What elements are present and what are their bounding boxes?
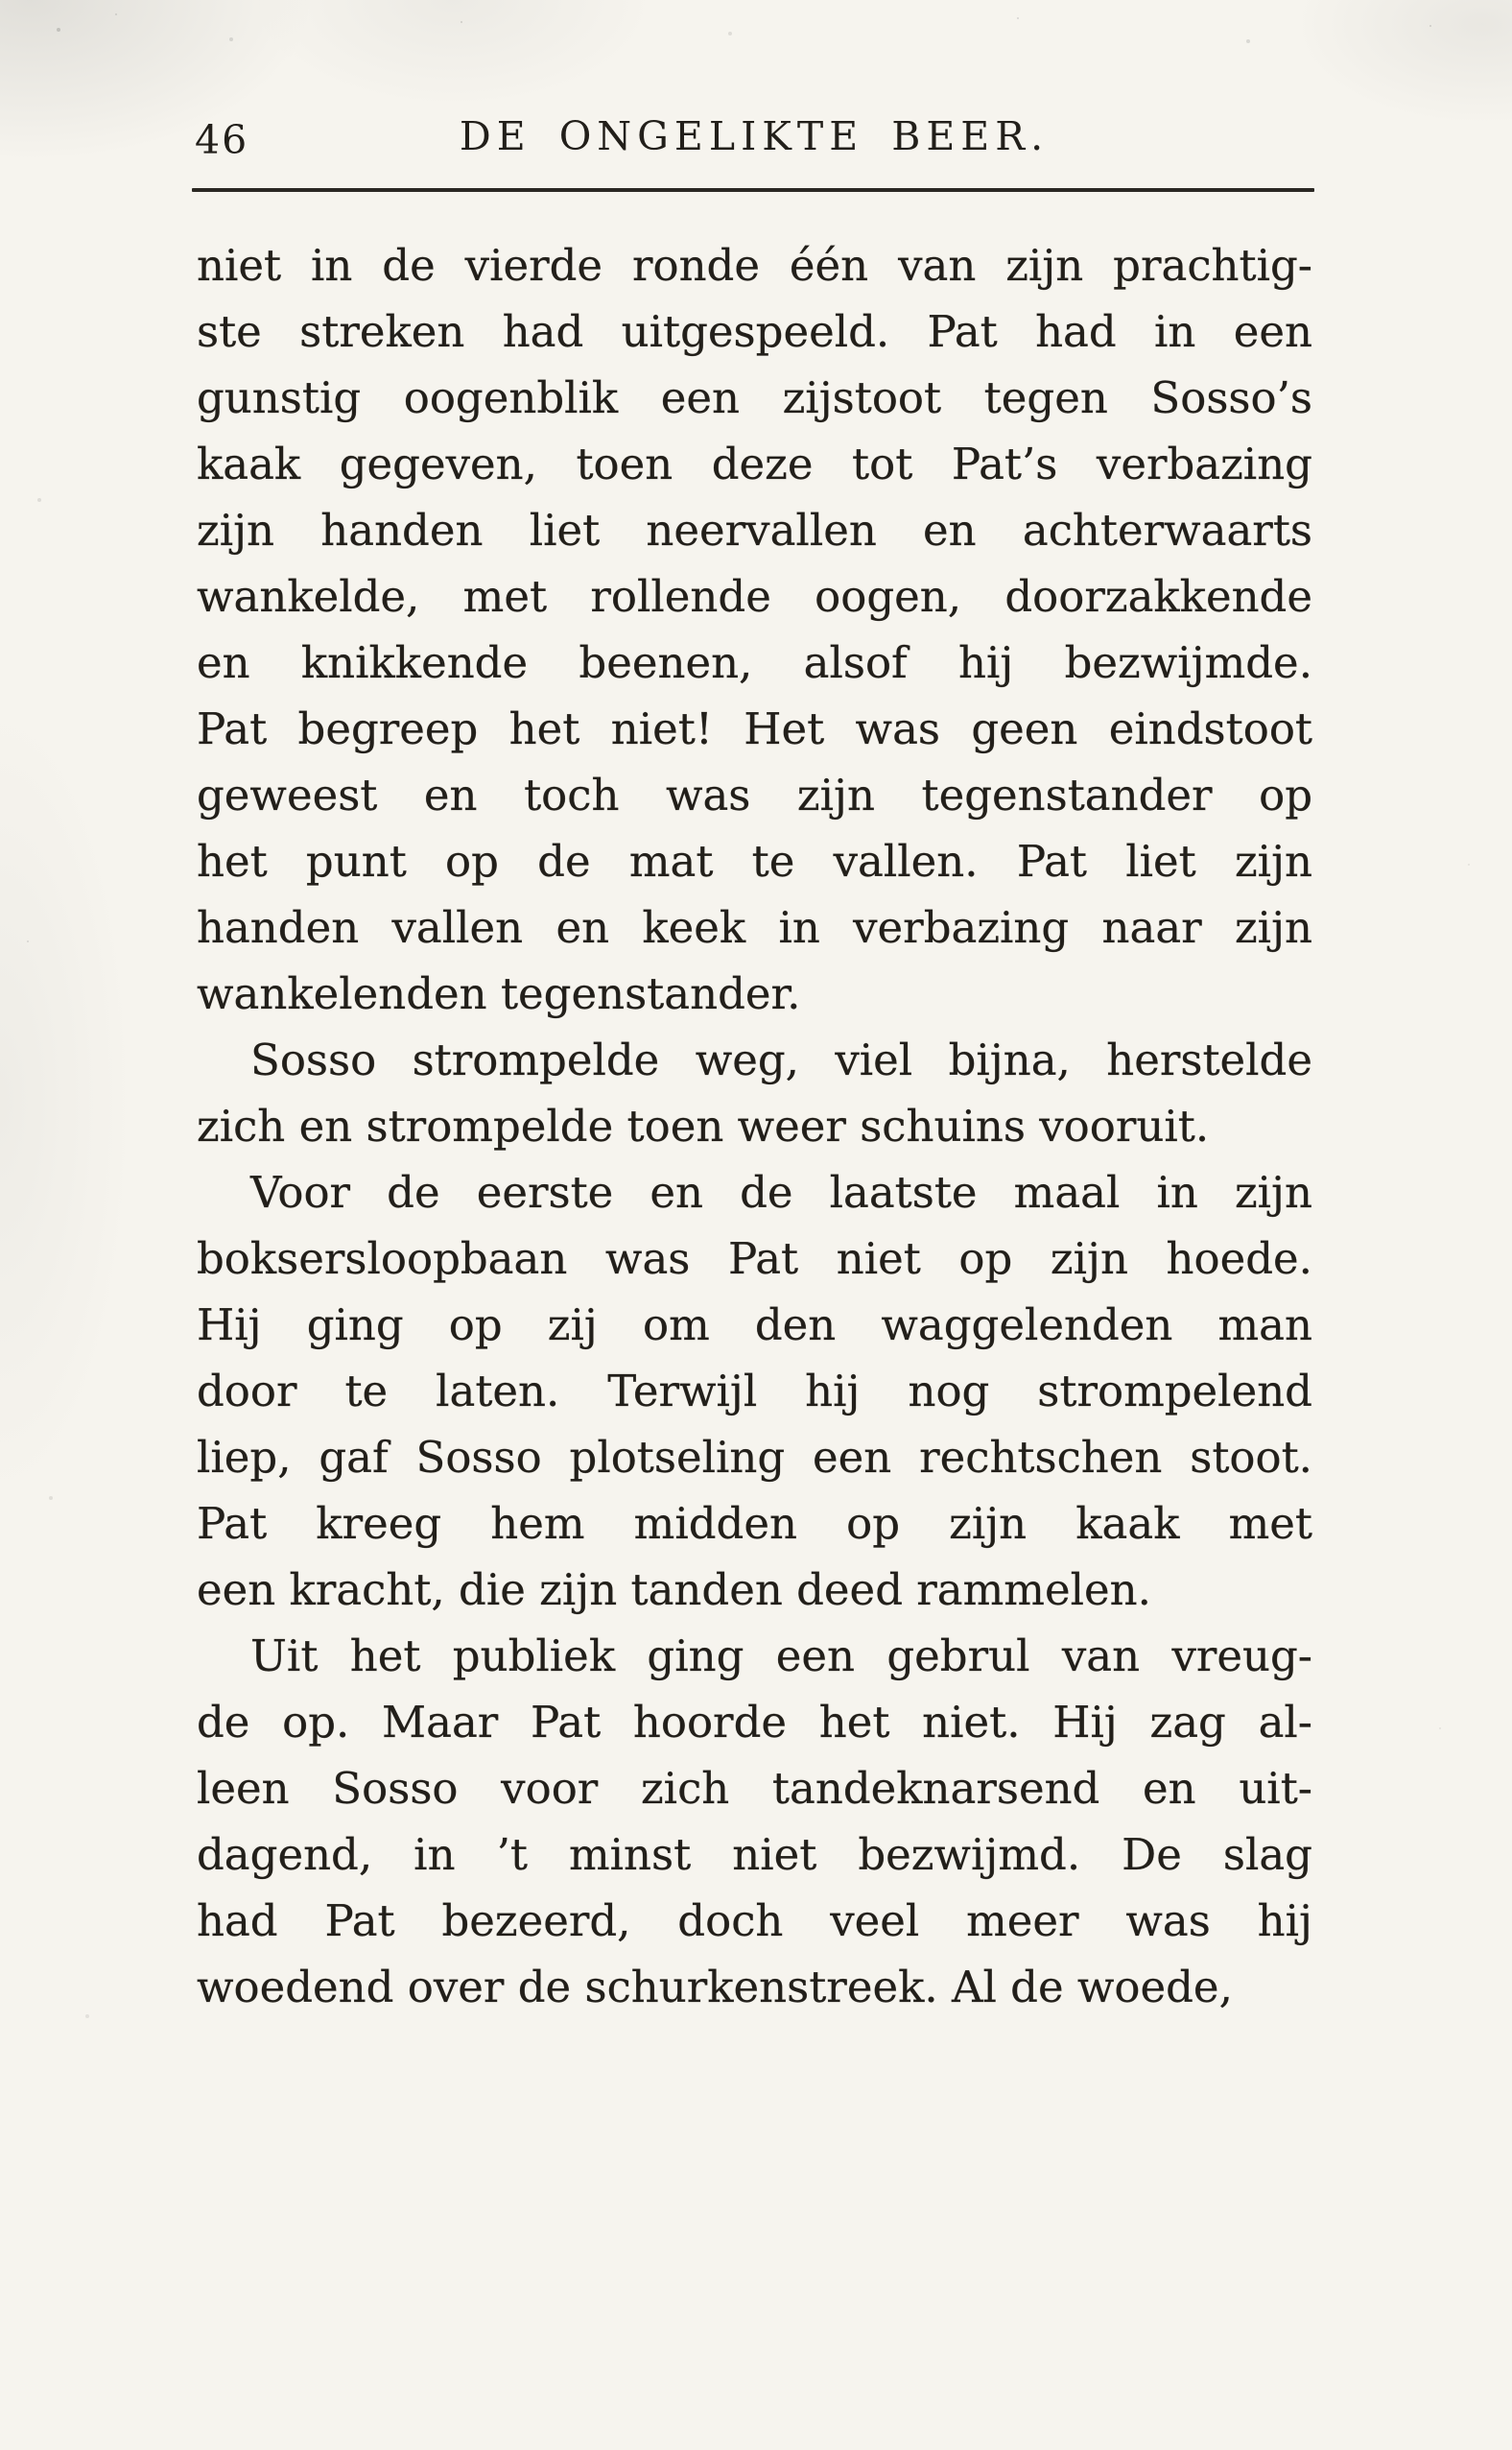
text-line: Hij ging op zij om den waggelenden man	[197, 1299, 1312, 1350]
text-line: Sosso strompelde weg, viel bijna, herstelde	[250, 1035, 1312, 1085]
text-line: liep, gaf Sosso plotseling een rechtschen stoot.	[197, 1432, 1312, 1483]
text-line: handen vallen en keek in verbazing naar zijn	[197, 902, 1312, 953]
text-line: Voor de eerste en de laatste maal in zijn	[250, 1167, 1312, 1218]
text-line: had Pat bezeerd, doch veel meer was hij	[197, 1895, 1312, 1946]
text-line: een kracht, die zijn tanden deed rammelen.	[197, 1564, 1151, 1615]
text-line: het punt op de mat te vallen. Pat liet zijn	[197, 836, 1312, 887]
text-line: woedend over de schurkenstreek. Al de woede,	[197, 1962, 1233, 2012]
text-line: ste streken had uitgespeeld. Pat had in een	[197, 306, 1312, 357]
text-line: niet in de vierde ronde één van zijn prachtig-	[197, 240, 1312, 291]
text-line: de op. Maar Pat hoorde het niet. Hij zag al-	[197, 1697, 1312, 1748]
paper-speckles	[0, 0, 2, 2]
text-block	[197, 232, 1312, 2020]
text-line: Pat begreep het niet! Het was geen eindstoot	[197, 703, 1312, 754]
text-line: boksersloopbaan was Pat niet op zijn hoede.	[197, 1233, 1312, 1284]
text-line: en knikkende beenen, alsof hij bezwijmde.	[197, 637, 1312, 688]
paragraph-4	[197, 1623, 1312, 2020]
text-line: leen Sosso voor zich tandeknarsend en uit-	[197, 1763, 1312, 1814]
text-line: wankelde, met rollende oogen, doorzakkende	[197, 571, 1312, 622]
text-line: gunstig oogenblik een zijstoot tegen Sosso’s	[197, 372, 1312, 423]
text-line: zich en strompelde toen weer schuins vooruit.	[197, 1101, 1210, 1152]
text-line: zijn handen liet neervallen en achterwaarts	[197, 505, 1312, 556]
paragraph-2	[197, 1027, 1312, 1159]
text-line: Uit het publiek ging een gebrul van vreug-	[250, 1630, 1312, 1681]
text-line: wankelenden tegenstander.	[197, 968, 801, 1019]
page-header	[195, 113, 1313, 167]
page-title: DE ONGELIKTE BEER.	[459, 113, 1050, 159]
text-line: door te laten. Terwijl hij nog strompelend	[197, 1366, 1312, 1416]
header-rule	[192, 188, 1314, 192]
paragraph-1	[197, 232, 1312, 1027]
text-line: geweest en toch was zijn tegenstander op	[197, 770, 1312, 821]
paragraph-3	[197, 1159, 1312, 1623]
text-line: dagend, in ’t minst niet bezwijmd. De slag	[197, 1829, 1312, 1880]
text-line: Pat kreeg hem midden op zijn kaak met	[197, 1498, 1312, 1549]
text-line: kaak gegeven, toen deze tot Pat’s verbazing	[197, 439, 1312, 489]
page-number: 46	[195, 117, 249, 163]
